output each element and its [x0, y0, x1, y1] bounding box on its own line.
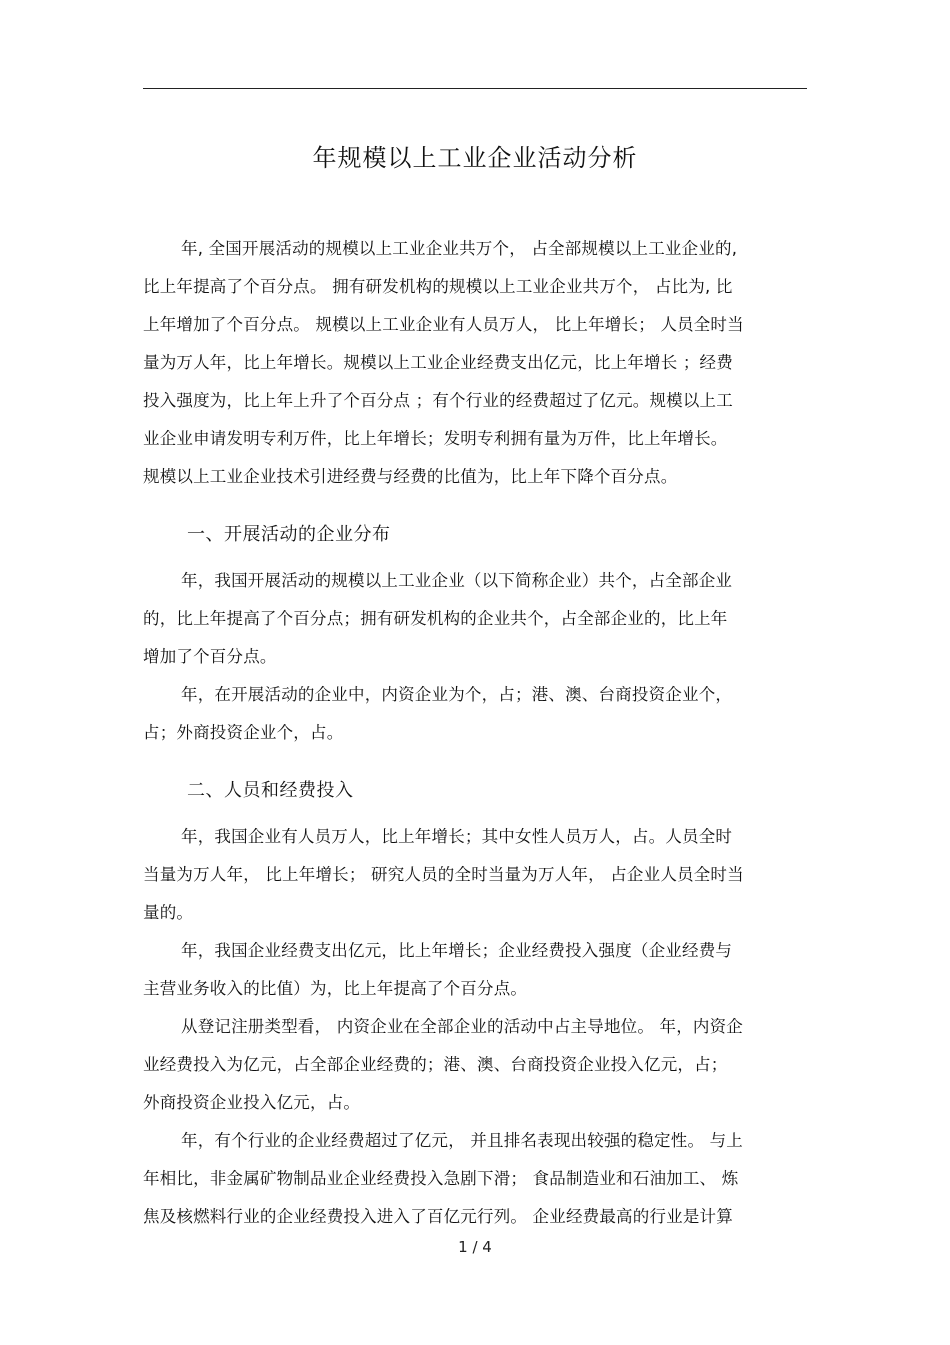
text-line: 规模以上工业企业技术引进经费与经费的比值为，比上年下降个百分点。	[143, 467, 678, 486]
text-line: 占；外商投资企业个，占。	[143, 723, 344, 742]
text-line: 量的。	[143, 903, 194, 922]
text-line: 年，我国企业有人员万人，比上年增长；其中女性人员万人，占。人员全时	[181, 827, 733, 846]
text-line: 年, 全国开展活动的规模以上工业企业共万个， 占全部规模以上工业企业的,	[181, 239, 738, 258]
section2-paragraph-1	[143, 818, 809, 932]
section1-paragraph-2	[143, 676, 809, 752]
text-line: 当量为万人年， 比上年增长； 研究人员的全时当量为万人年， 占企业人员全时当	[143, 865, 744, 884]
text-line: 比上年提高了个百分点。 拥有研发机构的规模以上工业企业共万个， 占比为, 比	[143, 277, 733, 296]
text-line: 主营业务收入的比值）为，比上年提高了个百分点。	[143, 979, 528, 998]
page-number: 1 / 4	[458, 1238, 492, 1256]
text-line: 外商投资企业投入亿元，占。	[143, 1093, 361, 1112]
section2-paragraph-4	[143, 1122, 809, 1236]
section2-paragraph-2	[143, 932, 809, 1008]
text-line: 年，我国企业经费支出亿元，比上年增长；企业经费投入强度（企业经费与	[181, 941, 733, 960]
document-title: 年规模以上工业企业活动分析	[312, 144, 638, 172]
text-line: 量为万人年，比上年增长。规模以上工业企业经费支出亿元，比上年增长 ；经费	[143, 353, 733, 372]
text-line: 上年增加了个百分点。 规模以上工业企业有人员万人， 比上年增长； 人员全时当	[143, 315, 744, 334]
text-line: 业企业申请发明专利万件，比上年增长；发明专利拥有量为万件，比上年增长。	[143, 429, 728, 448]
text-line: 年相比，非金属矿物制品业企业经费投入急剧下滑； 食品制造业和石油加工、 炼	[143, 1169, 739, 1188]
document-body	[143, 230, 809, 1236]
header-rule	[143, 88, 807, 89]
text-line: 增加了个百分点。	[143, 647, 277, 666]
text-line: 的，比上年提高了个百分点；拥有研发机构的企业共个，占全部企业的，比上年	[143, 609, 728, 628]
intro-paragraph	[143, 230, 809, 496]
text-line: 投入强度为，比上年上升了个百分点 ；有个行业的经费超过了亿元。规模以上工	[143, 391, 733, 410]
text-line: 年，有个行业的企业经费超过了亿元， 并且排名表现出较强的稳定性。 与上	[181, 1131, 743, 1150]
section2-paragraph-3	[143, 1008, 809, 1122]
text-line: 年，在开展活动的企业中，内资企业为个，占；港、澳、台商投资企业个，	[181, 685, 733, 704]
section1-paragraph-1	[143, 562, 809, 676]
text-line: 焦及核燃料行业的企业经费投入进入了百亿元行列。 企业经费最高的行业是计算	[143, 1207, 733, 1226]
section-heading-2: 二、人员和经费投入	[187, 780, 354, 801]
text-line: 年，我国开展活动的规模以上工业企业（以下简称企业）共个，占全部企业	[181, 571, 733, 590]
text-line: 业经费投入为亿元，占全部企业经费的；港、澳、台商投资企业投入亿元，占；	[143, 1055, 728, 1074]
section-heading-1: 一、开展活动的企业分布	[187, 524, 391, 545]
text-line: 从登记注册类型看， 内资企业在全部企业的活动中占主导地位。 年，内资企	[181, 1017, 743, 1036]
